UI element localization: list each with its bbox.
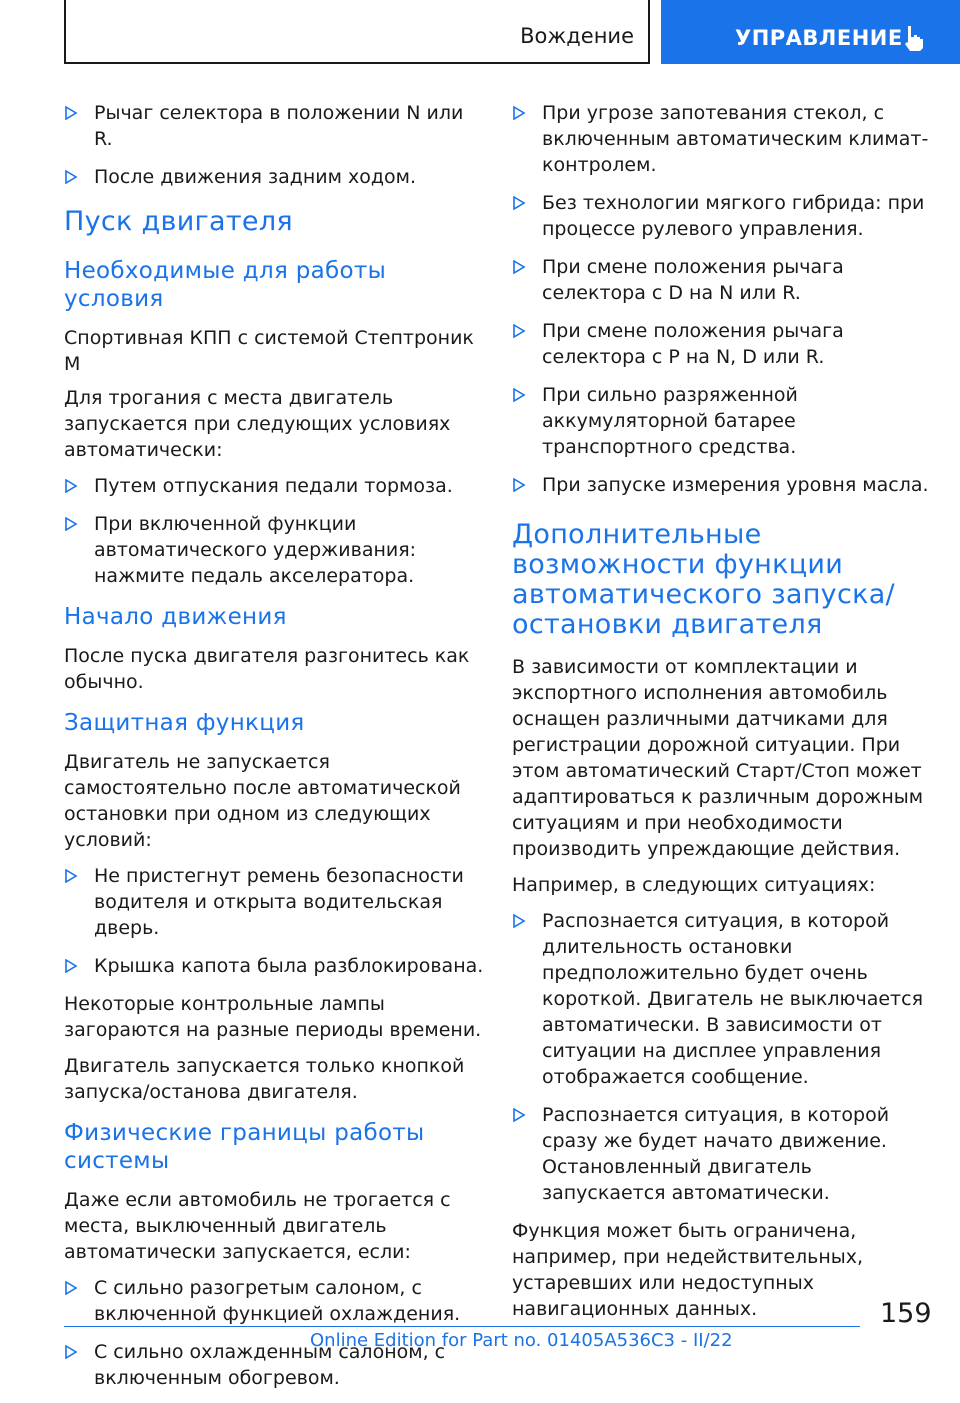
list-item [512, 100, 932, 178]
list-item [512, 382, 932, 460]
list-item-text: При угрозе запотевания стекол, с включенным автоматическим климат-контролем. [542, 102, 929, 176]
right-column [512, 100, 932, 1332]
section-label: Вождение [520, 24, 634, 48]
list-item-text: Путем отпускания педали тормоза. [94, 475, 453, 497]
list-item-text: При смене положения рычага селектора с D на N или R. [542, 256, 844, 304]
paragraph: В зависимости от комплектации и экспортного исполнения автомобиль оснащен различными датчиками для регистрации дорожной ситуации. При этом автоматический Старт/Стоп может адаптироваться к различным дорожным ситуациям и при необходимости производить упреждающие действия. [512, 656, 924, 860]
paragraph: Некоторые контрольные лампы загораются на разные периоды времени. [64, 993, 482, 1041]
triangle-bullet-icon [512, 260, 526, 274]
list-item [512, 318, 932, 370]
list-item [512, 908, 932, 1090]
list-item-text: Без технологии мягкого гибрида: при процессе рулевого управления. [542, 192, 925, 240]
list-item [64, 863, 484, 941]
triangle-bullet-icon [512, 1108, 526, 1122]
list-item-text: Распознается ситуация, в которой длительность остановки предположительно будет очень короткой. Двигатель не выключается автоматически. В зависимости от ситуации на дисплее управления отображается сообщение. [542, 910, 924, 1088]
list-item-text: С сильно разогретым салоном, с включенной функцией охлаждения. [94, 1277, 461, 1325]
list-item-text: При включенной функции автоматического удерживания: нажмите педаль акселератора. [94, 513, 417, 587]
list-item [64, 473, 484, 499]
list-item-text: При запуске измерения уровня масла. [542, 474, 929, 496]
paragraph: Даже если автомобиль не трогается с места, выключенный двигатель автоматически запускается, если: [64, 1189, 451, 1263]
list-item [64, 511, 484, 589]
heading-protective-function: Защитная функция [64, 710, 305, 736]
header-chapter-tab [661, 0, 960, 64]
heading-start-driving: Начало движения [64, 604, 287, 630]
triangle-bullet-icon [64, 1281, 78, 1295]
triangle-bullet-icon [64, 170, 78, 184]
paragraph: После пуска двигателя разгонитесь как обычно. [64, 645, 470, 693]
heading-system-limits: Физические границы работы системы [64, 1120, 425, 1174]
list-item [64, 953, 484, 979]
triangle-bullet-icon [64, 869, 78, 883]
page-number: 159 [880, 1298, 932, 1329]
triangle-bullet-icon [512, 106, 526, 120]
list-item-text: С сильно охлажденным салоном, с включенным обогревом. [94, 1341, 446, 1389]
paragraph: Двигатель запускается только кнопкой запуска/останова двигателя. [64, 1055, 465, 1103]
left-column [64, 100, 484, 1403]
list-item-text: При сильно разряженной аккумуляторной батарее транспортного средства. [542, 384, 798, 458]
triangle-bullet-icon [64, 479, 78, 493]
triangle-bullet-icon [64, 959, 78, 973]
list-item-text: Распознается ситуация, в которой сразу же будет начато движение. Остановленный двигатель запускается автоматически. [542, 1104, 890, 1204]
list-item [512, 1102, 932, 1206]
paragraph: Для трогания с места двигатель запускается при следующих условиях автоматически: [64, 387, 451, 461]
list-item [512, 472, 932, 498]
list-item-text: При смене положения рычага селектора с P на N, D или R. [542, 320, 844, 368]
list-item [512, 190, 932, 242]
triangle-bullet-icon [512, 196, 526, 210]
paragraph: Функция может быть ограничена, например, при недействительных, устаревших или недоступных навигационных данных. [512, 1220, 864, 1320]
list-item-text: Рычаг селектора в положении N или R. [94, 102, 464, 150]
heading-engine-start: Пуск двигателя [64, 206, 293, 237]
list-item [512, 254, 932, 306]
heading-conditions: Необходимые для работы условия [64, 258, 387, 312]
triangle-bullet-icon [512, 914, 526, 928]
footer-edition: Online Edition for Part no. 01405A536C3 - II/22 [310, 1330, 733, 1351]
list-item-text: Крышка капота была разблокирована. [94, 955, 484, 977]
triangle-bullet-icon [64, 1345, 78, 1359]
list-item [64, 1275, 484, 1327]
footer-divider [64, 1326, 860, 1327]
list-item [64, 164, 484, 190]
hand-pointer-icon [901, 24, 927, 52]
triangle-bullet-icon [512, 324, 526, 338]
paragraph: Двигатель не запускается самостоятельно после автоматической остановки при одном из следующих условий: [64, 751, 461, 851]
paragraph: Например, в следующих ситуациях: [512, 874, 876, 896]
chapter-label: УПРАВЛЕНИЕ [735, 26, 903, 50]
triangle-bullet-icon [64, 517, 78, 531]
list-item [64, 100, 484, 152]
header-section-box [64, 0, 650, 64]
triangle-bullet-icon [64, 106, 78, 120]
list-item-text: Не пристегнут ремень безопасности водителя и открыта водительская дверь. [94, 865, 464, 939]
list-item-text: После движения задним ходом. [94, 166, 416, 188]
triangle-bullet-icon [512, 388, 526, 402]
heading-extra-features: Дополнительные возможности функции автоматического запуска/остановки двигателя [512, 519, 895, 640]
heading-sport-transmission: Спортивная КПП с системой Стептроник M [64, 327, 474, 375]
triangle-bullet-icon [512, 478, 526, 492]
